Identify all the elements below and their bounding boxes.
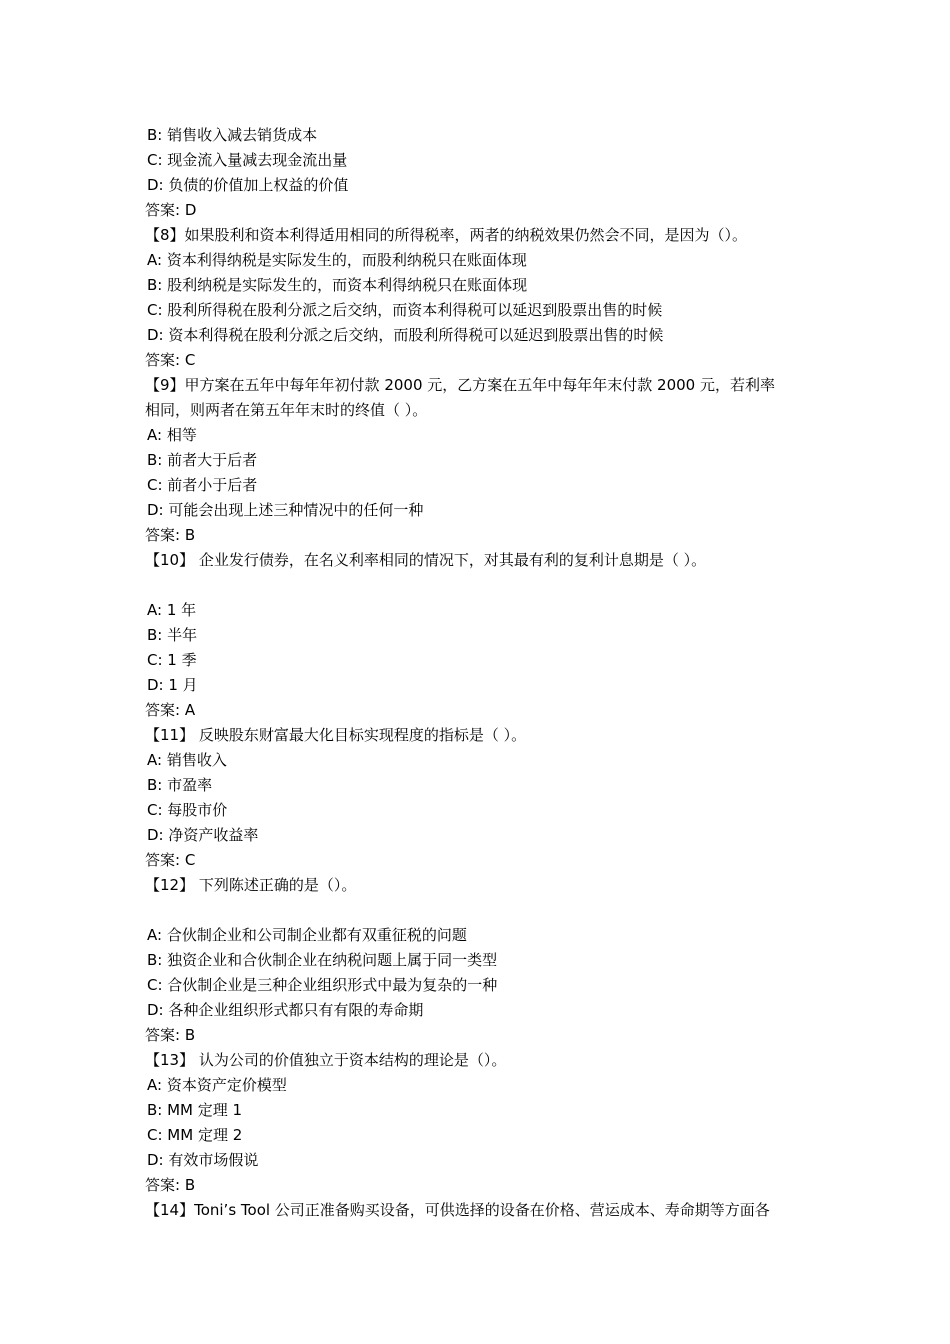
answer-option: A: 资本资产定价模型 [147, 1076, 287, 1094]
answer-option: D: 有效市场假说 [147, 1151, 259, 1169]
answer-option: A: 合伙制企业和公司制企业都有双重征税的问题 [147, 926, 467, 944]
answer-option: B: 股利纳税是实际发生的，而资本利得纳税只在账面体现 [147, 276, 528, 294]
answer-option: A: 资本利得纳税是实际发生的，而股利纳税只在账面体现 [147, 251, 527, 269]
answer-option: C: 现金流入量减去现金流出量 [147, 151, 348, 169]
answer-key: 答案: B [145, 526, 196, 544]
question-text: 【12】 下列陈述正确的是（）。 [145, 876, 357, 894]
answer-option: C: 股利所得税在股利分派之后交纳，而资本利得税可以延迟到股票出售的时候 [147, 301, 663, 319]
question-text: 相同，则两者在第五年年末时的终值（ ）。 [145, 401, 428, 419]
answer-option: C: 1 季 [147, 651, 197, 669]
answer-key: 答案: B [145, 1026, 196, 1044]
answer-option: D: 净资产收益率 [147, 826, 259, 844]
question-text: 【13】 认为公司的价值独立于资本结构的理论是（）。 [145, 1051, 507, 1069]
answer-option: C: MM 定理 2 [147, 1126, 243, 1144]
question-text: 【9】甲方案在五年中每年年初付款 2000 元，乙方案在五年中每年年末付款 2000 元，若利率 [145, 376, 775, 394]
answer-option: A: 销售收入 [147, 751, 227, 769]
answer-key: 答案: B [145, 1176, 196, 1194]
answer-key: 答案: C [145, 851, 196, 869]
blank-line [145, 898, 825, 923]
question-text: 【14】Toni’s Tool 公司正准备购买设备，可供选择的设备在价格、营运成本、寿命期等方面各 [145, 1201, 770, 1219]
question-text: 【11】 反映股东财富最大化目标实现程度的指标是（ ）。 [145, 726, 527, 744]
answer-option: A: 1 年 [147, 601, 197, 619]
answer-option: B: 半年 [147, 626, 198, 644]
question-text: 【10】 企业发行债券，在名义利率相同的情况下，对其最有利的复利计息期是（ ）。 [145, 551, 707, 569]
answer-option: C: 每股市价 [147, 801, 228, 819]
answer-option: B: 销售收入减去销货成本 [147, 126, 318, 144]
answer-option: B: 独资企业和合伙制企业在纳税问题上属于同一类型 [147, 951, 498, 969]
answer-option: A: 相等 [147, 426, 197, 444]
answer-option: D: 可能会出现上述三种情况中的任何一种 [147, 501, 424, 519]
answer-option: C: 前者小于后者 [147, 476, 258, 494]
document-page [145, 123, 825, 1223]
answer-key: 答案: A [145, 701, 196, 719]
answer-option: D: 负债的价值加上权益的价值 [147, 176, 349, 194]
answer-option: B: 市盈率 [147, 776, 213, 794]
blank-line [145, 573, 825, 598]
answer-option: C: 合伙制企业是三种企业组织形式中最为复杂的一种 [147, 976, 498, 994]
answer-key: 答案: D [145, 201, 197, 219]
answer-option: D: 资本利得税在股利分派之后交纳，而股利所得税可以延迟到股票出售的时候 [147, 326, 664, 344]
question-text: 【8】如果股利和资本利得适用相同的所得税率，两者的纳税效果仍然会不同，是因为（）。 [145, 226, 748, 244]
answer-option: D: 1 月 [147, 676, 198, 694]
answer-option: D: 各种企业组织形式都只有有限的寿命期 [147, 1001, 424, 1019]
answer-option: B: MM 定理 1 [147, 1101, 243, 1119]
answer-option: B: 前者大于后者 [147, 451, 258, 469]
answer-key: 答案: C [145, 351, 196, 369]
